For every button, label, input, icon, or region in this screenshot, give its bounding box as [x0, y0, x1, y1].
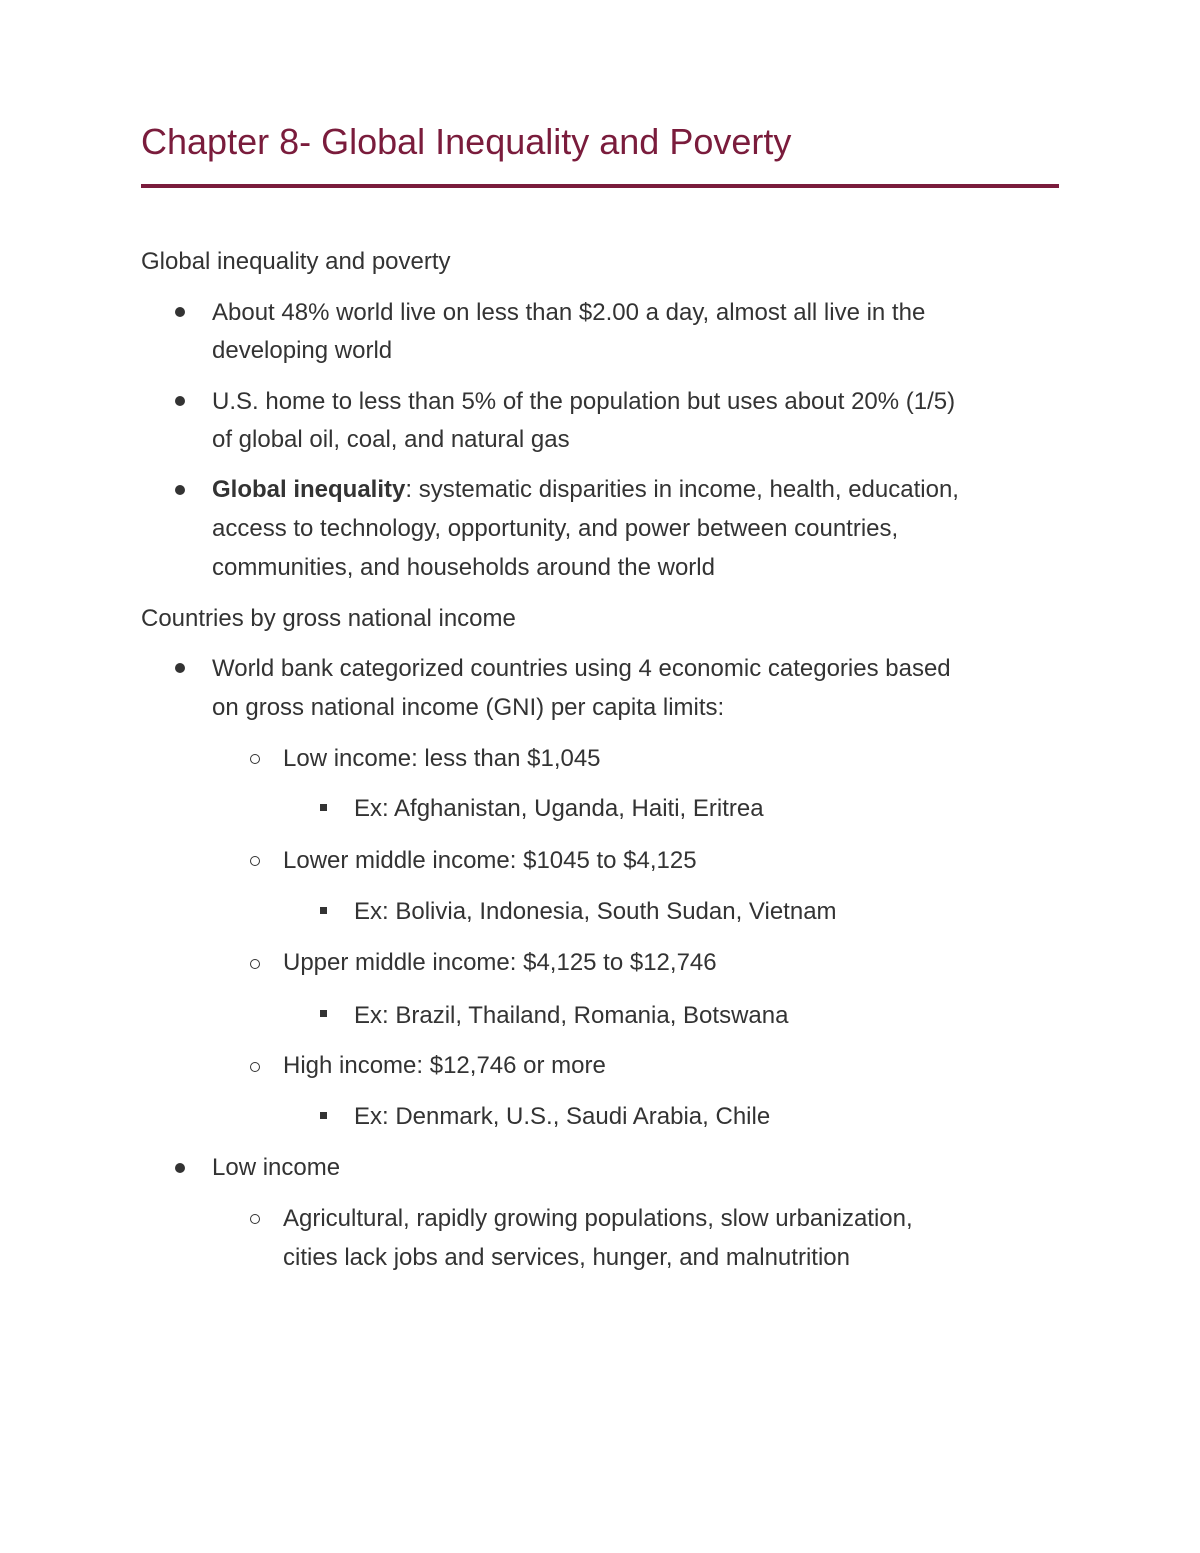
bullet-icon	[175, 1163, 185, 1173]
definition-text: : systematic disparities in income, health, education,	[405, 476, 959, 503]
category-label: Upper middle income: $4,125 to $12,746	[283, 949, 717, 976]
category-label: Low income: less than $1,045	[283, 745, 601, 772]
square-bullet-icon	[320, 1010, 327, 1017]
bullet-text: World bank categorized countries using 4 economic categories based	[212, 655, 951, 682]
defined-term: Global inequality	[212, 476, 406, 503]
bullet-text: About 48% world live on less than $2.00 a day, almost all live in the	[212, 299, 926, 326]
category-example: Ex: Bolivia, Indonesia, South Sudan, Vietnam	[354, 898, 837, 925]
section-heading: Global inequality and poverty	[141, 248, 451, 275]
bullet-icon	[175, 485, 185, 495]
square-bullet-icon	[320, 804, 327, 811]
category-label: High income: $12,746 or more	[283, 1052, 606, 1079]
square-bullet-icon	[320, 907, 327, 914]
sub-bullet-icon	[250, 754, 260, 764]
bullet-icon	[175, 396, 185, 406]
square-bullet-icon	[320, 1112, 327, 1119]
sub-bullet-icon	[250, 1214, 260, 1224]
sub-bullet-text: Agricultural, rapidly growing populations, slow urbanization,	[283, 1205, 913, 1232]
definition-line	[212, 470, 959, 509]
bullet-icon	[175, 663, 185, 673]
bullet-text: on gross national income (GNI) per capita limits:	[212, 694, 725, 721]
bullet-text: of global oil, coal, and natural gas	[212, 426, 570, 453]
sub-bullet-icon	[250, 1062, 260, 1072]
category-example: Ex: Brazil, Thailand, Romania, Botswana	[354, 1002, 789, 1029]
bullet-text: communities, and households around the world	[212, 554, 715, 581]
sub-bullet-icon	[250, 856, 260, 866]
bullet-text: Low income	[212, 1154, 341, 1181]
bullet-text: developing world	[212, 337, 393, 364]
bullet-text: U.S. home to less than 5% of the population but uses about 20% (1/5)	[212, 388, 956, 415]
category-label: Lower middle income: $1045 to $4,125	[283, 847, 697, 874]
sub-bullet-icon	[250, 959, 260, 969]
bullet-icon	[175, 307, 185, 317]
section-heading: Countries by gross national income	[141, 605, 516, 632]
title-rule	[141, 184, 1059, 188]
page-title: Chapter 8- Global Inequality and Poverty	[141, 121, 792, 162]
bullet-text: access to technology, opportunity, and power between countries,	[212, 515, 899, 542]
sub-bullet-text: cities lack jobs and services, hunger, and malnutrition	[283, 1244, 850, 1271]
category-example: Ex: Afghanistan, Uganda, Haiti, Eritrea	[354, 795, 764, 822]
category-example: Ex: Denmark, U.S., Saudi Arabia, Chile	[354, 1103, 771, 1130]
